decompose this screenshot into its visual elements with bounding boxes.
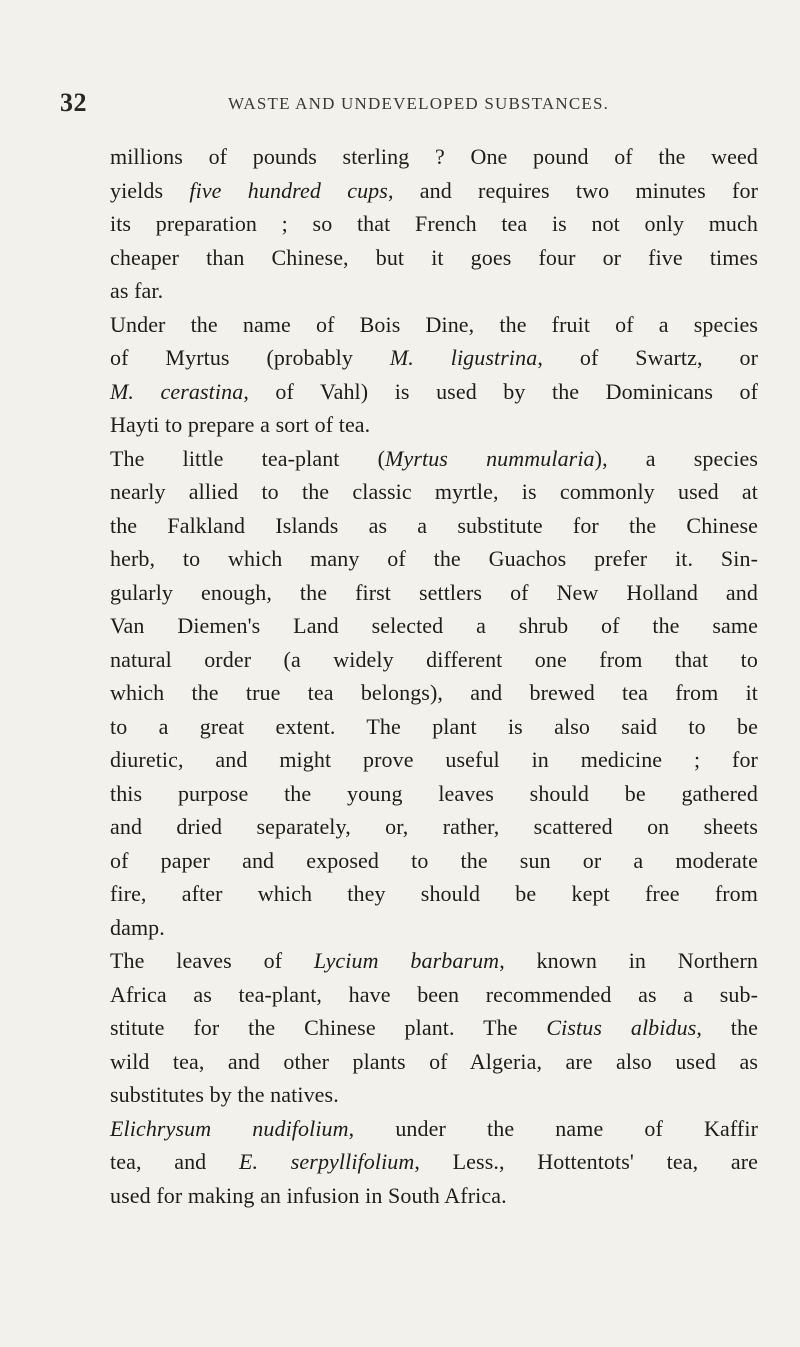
text-fragment: used for making an infusion in South Africa. xyxy=(110,1182,507,1208)
italic-term: E. serpyllifolium xyxy=(238,1149,415,1174)
text-fragment: tea, and xyxy=(110,1149,239,1174)
text-fragment: ), a species xyxy=(594,445,758,471)
text-line xyxy=(110,341,758,375)
text-fragment: to a great extent. The plant is also said to be xyxy=(110,713,758,739)
text-line xyxy=(110,777,758,811)
body-text xyxy=(110,140,758,1212)
text-line xyxy=(110,1179,758,1213)
text-line xyxy=(110,241,758,275)
text-fragment: diuretic, and might prove useful in medicine ; for xyxy=(110,747,758,772)
italic-term: M. cerastina xyxy=(110,378,244,404)
text-line xyxy=(110,1045,758,1079)
text-fragment: which the true tea belongs), and brewed tea from it xyxy=(110,680,758,705)
italic-term: Myrtus nummularia xyxy=(385,445,595,471)
text-line xyxy=(110,140,758,174)
text-fragment: herb, to which many of the Guachos prefer it. Sin- xyxy=(110,546,758,571)
text-fragment: , of Swartz, or xyxy=(537,345,758,370)
text-fragment: The leaves of xyxy=(110,948,314,973)
text-line xyxy=(110,1078,758,1112)
text-line xyxy=(110,1011,758,1045)
text-line xyxy=(110,442,758,476)
page-number: 32 xyxy=(60,88,87,117)
italic-term: Lycium barbarum xyxy=(313,948,500,973)
text-fragment: gularly enough, the first settlers of New Holland and xyxy=(110,579,758,605)
text-line xyxy=(110,844,758,878)
text-fragment: yields xyxy=(110,177,190,203)
text-fragment: its preparation ; so that French tea is not only much xyxy=(110,211,758,236)
running-head xyxy=(0,88,800,118)
text-line xyxy=(110,643,758,677)
text-line xyxy=(110,308,758,342)
italic-term: Cistus albidus xyxy=(546,1015,697,1040)
text-fragment: substitutes by the natives. xyxy=(110,1082,339,1107)
text-fragment: fire, after which they should be kept free from xyxy=(110,881,758,906)
italic-term: Elichrysum nudifolium xyxy=(110,1115,349,1141)
text-fragment: , the xyxy=(696,1015,758,1040)
text-fragment: Van Diemen's Land selected a shrub of the same xyxy=(110,613,758,638)
text-fragment: , of Vahl) is used by the Dominicans of xyxy=(243,378,759,404)
text-fragment: nearly allied to the classic myrtle, is commonly used at xyxy=(110,479,758,504)
text-line xyxy=(110,810,758,844)
text-line xyxy=(110,877,758,911)
text-fragment: of Myrtus (probably xyxy=(110,345,390,370)
text-line xyxy=(110,676,758,710)
text-fragment: natural order (a widely different one from that to xyxy=(110,646,758,672)
text-fragment: stitute for the Chinese plant. The xyxy=(110,1015,547,1040)
text-fragment: , known in Northern xyxy=(499,948,758,973)
text-line xyxy=(110,1112,758,1146)
text-line xyxy=(110,609,758,643)
italic-term: M. ligustrina xyxy=(389,345,538,370)
text-fragment: the Falkland Islands as a substitute for the Chinese xyxy=(110,512,758,538)
text-fragment: millions of pounds sterling ? One pound of the weed xyxy=(110,144,758,169)
text-fragment: The little tea-plant ( xyxy=(110,445,386,471)
text-line xyxy=(110,542,758,576)
italic-term: five hundred cups xyxy=(189,177,388,203)
text-line xyxy=(110,509,758,543)
text-line xyxy=(110,911,758,945)
text-line xyxy=(110,207,758,241)
text-line xyxy=(110,576,758,610)
text-fragment: damp. xyxy=(110,914,165,940)
text-line xyxy=(110,710,758,744)
text-fragment: , under the name of Kaffir xyxy=(348,1115,758,1141)
text-fragment: Hayti to prepare a sort of tea. xyxy=(110,412,371,437)
text-fragment: this purpose the young leaves should be gathered xyxy=(110,780,758,806)
running-title: WASTE AND UNDEVELOPED SUBSTANCES. xyxy=(228,94,610,113)
text-fragment: of paper and exposed to the sun or a moderate xyxy=(110,847,758,873)
text-fragment: wild tea, and other plants of Algeria, are also used as xyxy=(110,1048,758,1074)
text-fragment: as far. xyxy=(110,278,164,303)
text-line xyxy=(110,1145,758,1179)
text-fragment: cheaper than Chinese, but it goes four or five times xyxy=(110,244,758,270)
text-line xyxy=(110,375,758,409)
text-line xyxy=(110,274,758,308)
text-line xyxy=(110,944,758,978)
text-fragment: Africa as tea-plant, have been recommended as a sub- xyxy=(110,981,758,1007)
text-line xyxy=(110,408,758,442)
text-fragment: , Less., Hottentots' tea, are xyxy=(414,1149,758,1174)
text-fragment: and dried separately, or, rather, scattered on sheets xyxy=(110,814,758,839)
text-line xyxy=(110,475,758,509)
text-fragment: Under the name of Bois Dine, the fruit of a species xyxy=(110,311,758,337)
text-line xyxy=(110,978,758,1012)
text-fragment: , and requires two minutes for xyxy=(387,177,758,203)
text-line xyxy=(110,174,758,208)
text-line xyxy=(110,743,758,777)
